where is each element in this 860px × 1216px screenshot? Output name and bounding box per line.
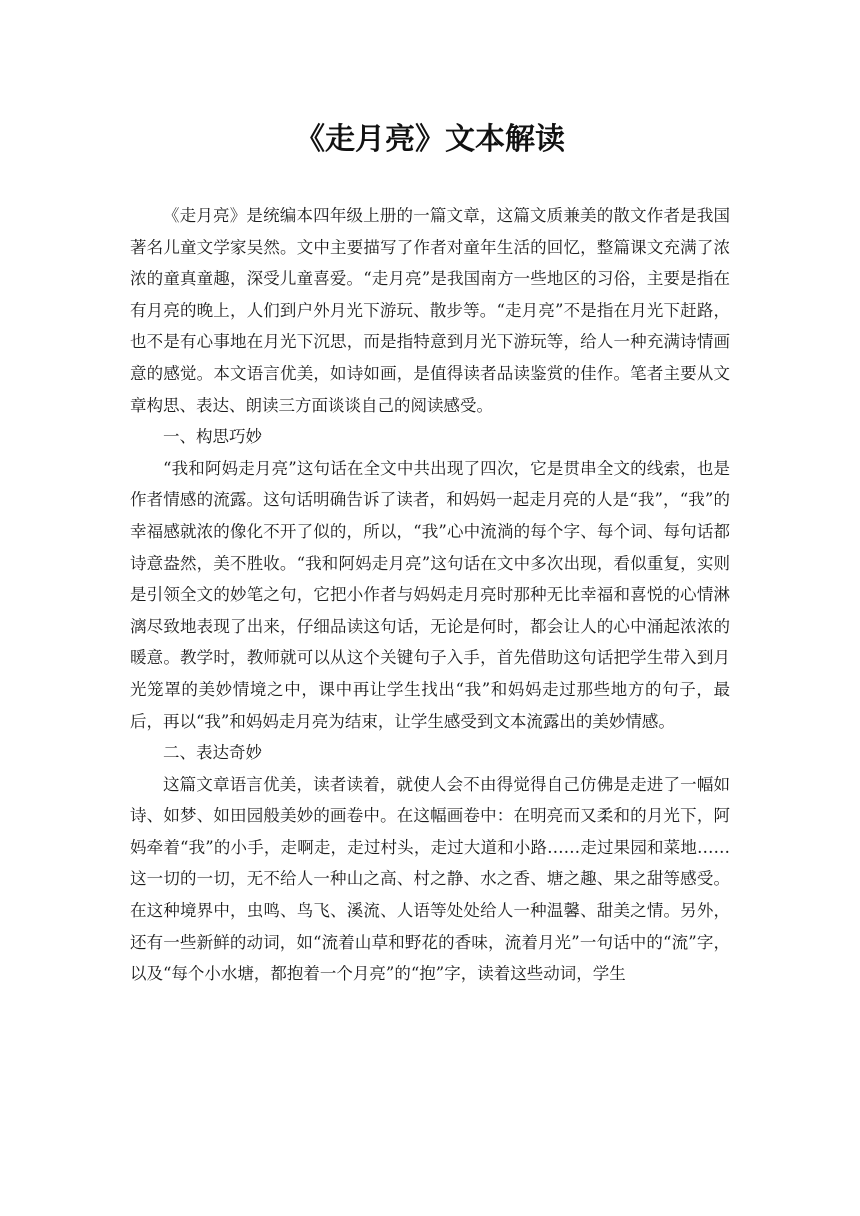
- section-heading-expression: 二、表达奇妙: [163, 743, 262, 763]
- section-heading-structure: 一、构思巧妙: [163, 427, 262, 447]
- paragraph-expression: 这篇文章语言优美，读者读着，就使人会不由得觉得自己仿佛是走进了一幅如诗、如梦、如田园般美妙的画卷中。在这幅画卷中：在明亮而又柔和的月光下，阿妈牵着“我”的小手，走啊走，走过村头，走过大道和小路……走过果园和菜地……这一切的一切，无不给人一种山之高、村之静、水之香、塘之趣、果之甜等感受。在这种境界中，虫鸣、鸟飞、溪流、人语等处处给人一种温馨、甜美之情。另外，还有一些新鲜的动词，如“流着山草和野花的香味，流着月光”一句话中的“流”字，以及“每个小水塘，都抱着一个月亮”的“抱”字，读着这些动词，学生: [130, 774, 730, 984]
- document-title: 《走月亮》文本解读: [295, 122, 565, 157]
- paragraph-intro: 《走月亮》是统编本四年级上册的一篇文章，这篇文质兼美的散文作者是我国著名儿童文学家吴然。文中主要描写了作者对童年生活的回忆，整篇课文充满了浓浓的童真童趣，深受儿童喜爱。“走月亮”是我国南方一些地区的习俗，主要是指在有月亮的晚上，人们到户外月光下游玩、散步等。“走月亮”不是指在月光下赶路，也不是有心事地在月光下沉思，而是指特意到月光下游玩等，给人一种充满诗情画意的感觉。本文语言优美，如诗如画，是值得读者品读鉴赏的佳作。笔者主要从文章构思、表达、朗读三方面谈谈自己的阅读感受。: [130, 206, 730, 415]
- document-body: [130, 200, 730, 990]
- paragraph-structure: “我和阿妈走月亮”这句话在全文中共出现了四次，它是贯串全文的线索，也是作者情感的流露。这句话明确告诉了读者，和妈妈一起走月亮的人是“我”，“我”的幸福感就浓的像化不开了似的，所以，“我”心中流淌的每个字、每个词、每句话都诗意盎然，美不胜收。“我和阿妈走月亮”这句话在文中多次出现，看似重复，实则是引领全文的妙笔之句，它把小作者与妈妈走月亮时那种无比幸福和喜悦的心情淋漓尽致地表现了出来，仔细品读这句话，无论是何时，都会让人的心中涌起浓浓的暖意。教学时，教师就可以从这个关键句子入手，首先借助这句话把学生带入到月光笼罩的美妙情境之中，课中再让学生找出“我”和妈妈走过那些地方的句子，最后，再以“我”和妈妈走月亮为结束，让学生感受到文本流露出的美妙情感。: [130, 458, 730, 731]
